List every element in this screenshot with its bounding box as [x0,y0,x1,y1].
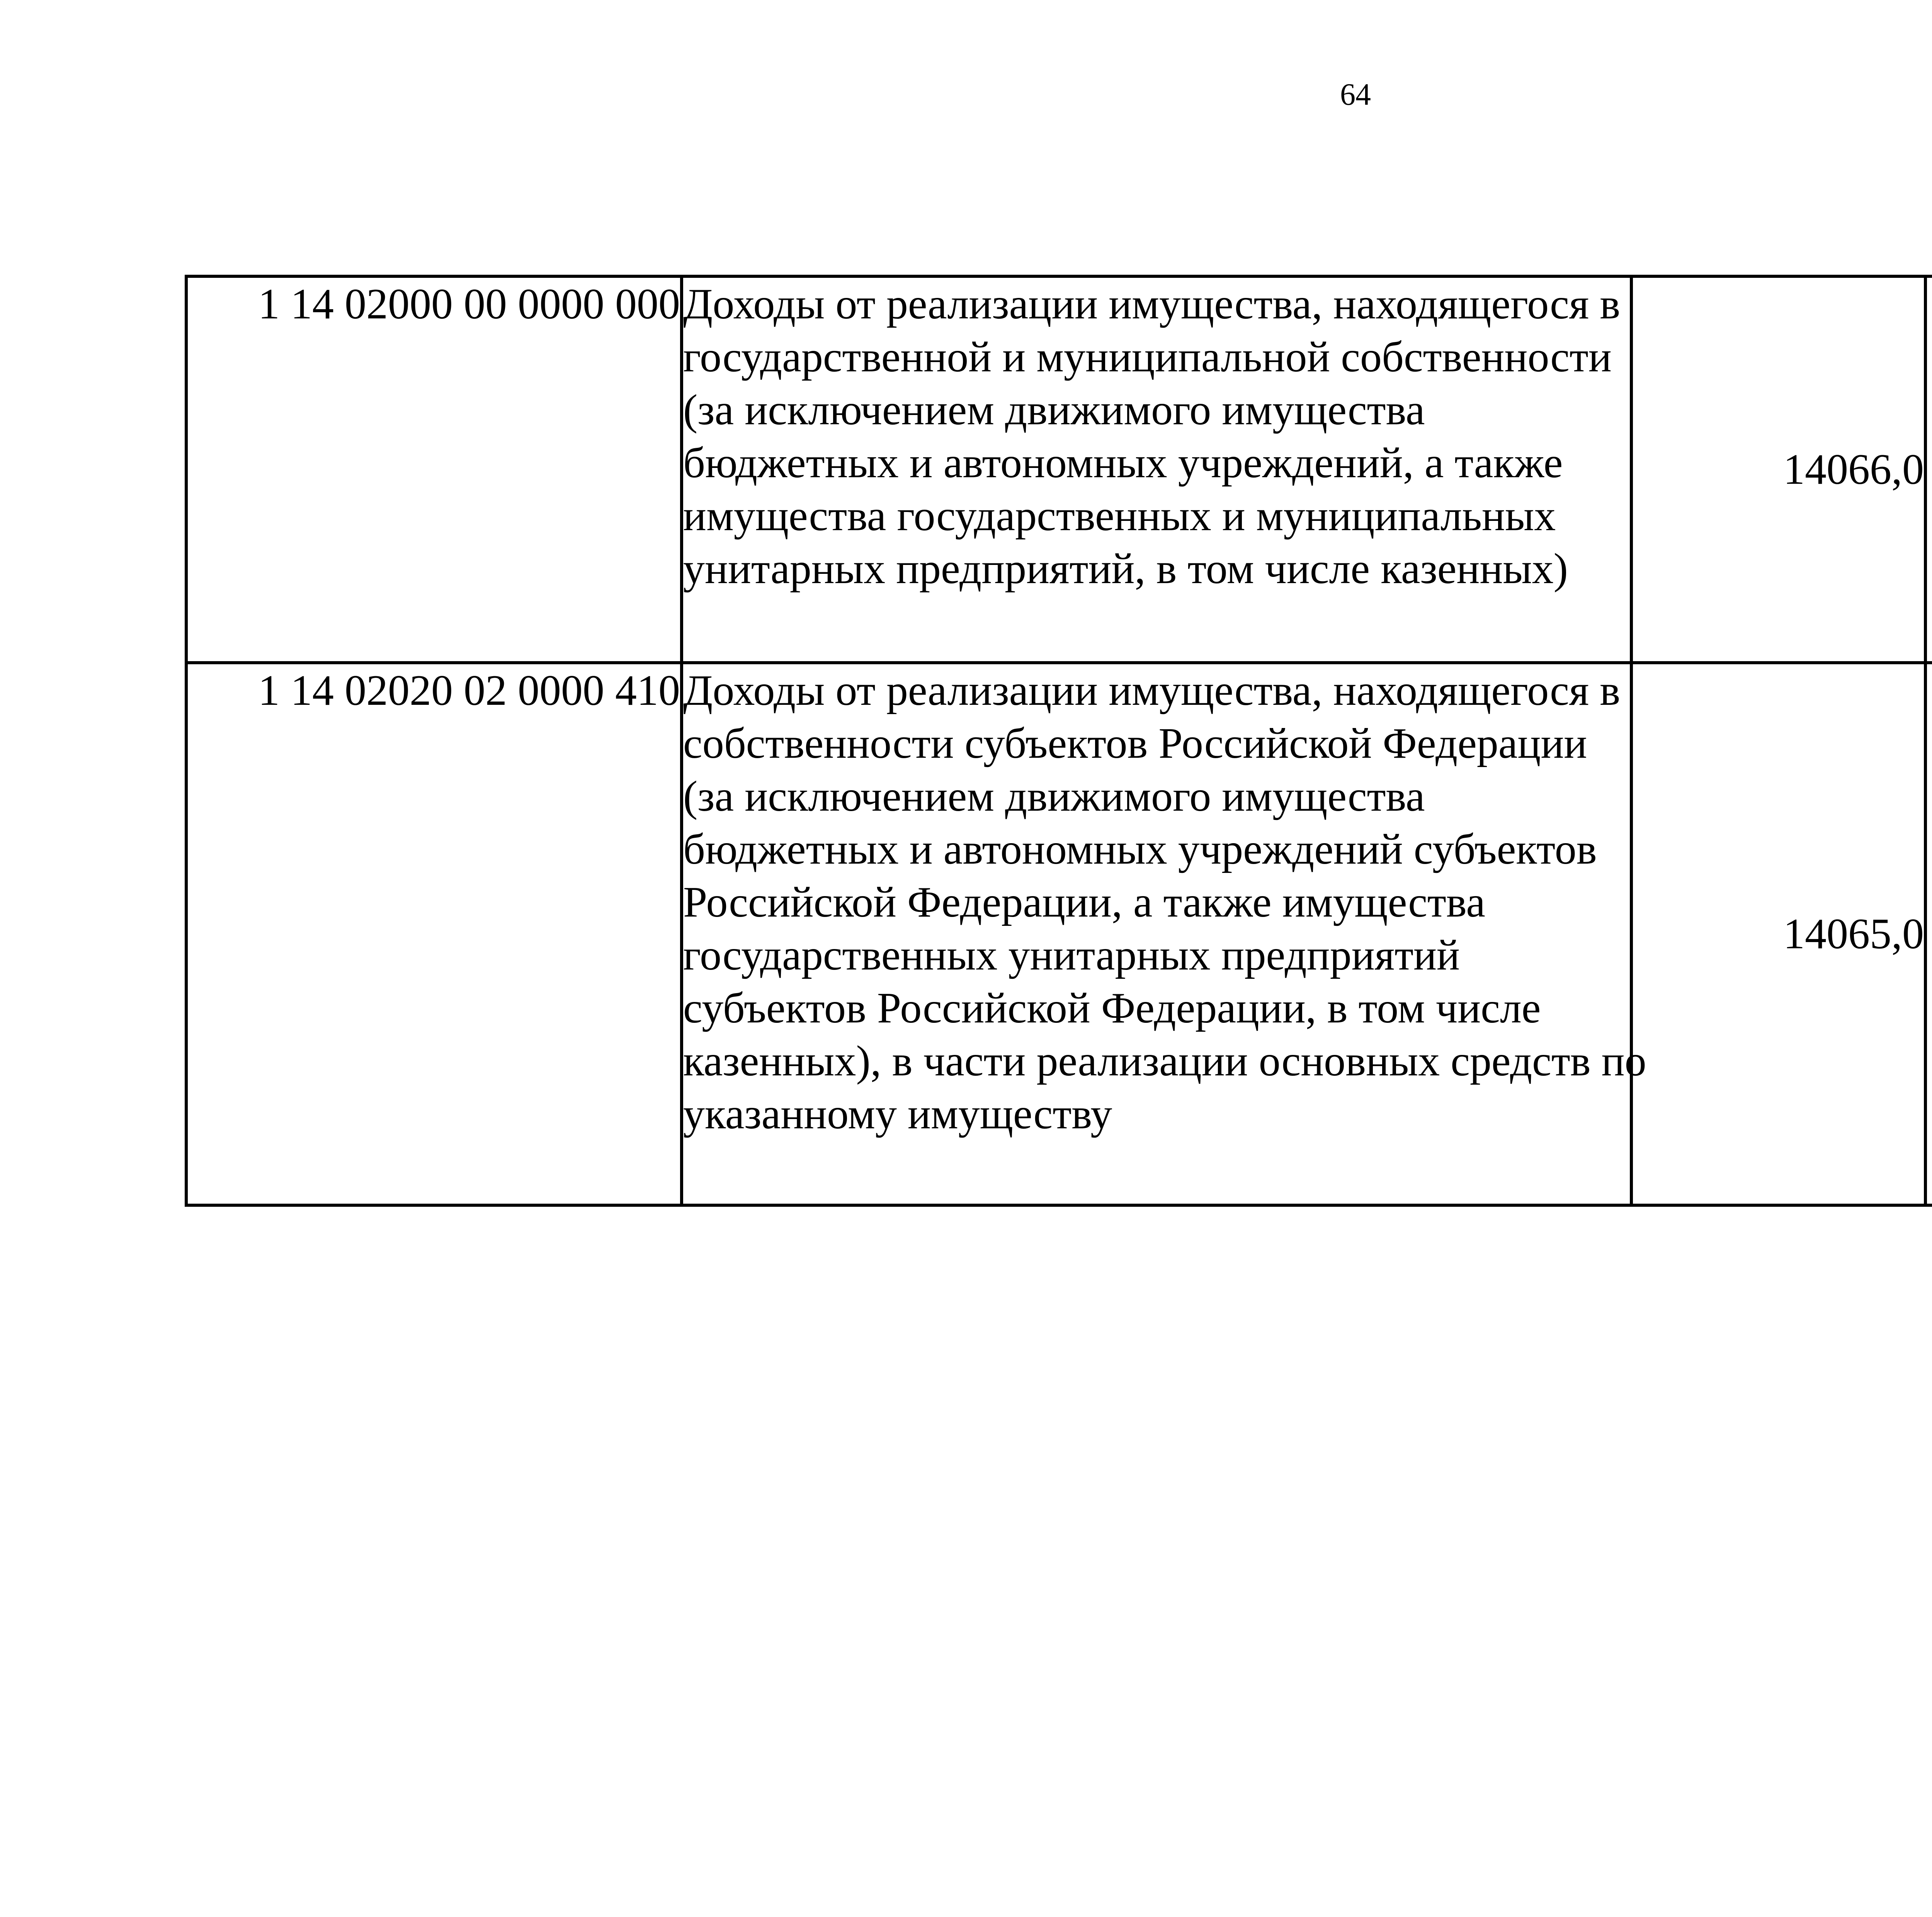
table-row [186,276,1932,663]
revenue-name-line: унитарных предприятий, в том числе казенных) [683,545,1568,593]
table-row [186,663,1932,1205]
amount-cell-1: 14066,0 [1631,276,1925,663]
amount-cell-2 [1925,663,1932,1205]
revenue-name-cell [682,663,1646,1205]
budget-code-cell: 1 14 02020 02 0000 410 [186,663,682,1205]
revenue-name-line: бюджетных и автономных учреждений, а также [683,439,1563,487]
revenue-name-line: (за исключением движимого имущества [683,772,1425,820]
revenue-name-line: имущества государственных и муниципальных [683,492,1556,540]
amount-cell-1: 14065,0 [1631,663,1925,1205]
revenue-name-line: казенных), в части реализации основных средств по [683,1037,1646,1085]
revenue-name-line: Доходы от реализации имущества, находящегося в [683,280,1621,328]
budget-code-cell: 1 14 02000 00 0000 000 [186,276,682,663]
amount-cell-2 [1925,276,1932,663]
revenue-name-line: субъектов Российской Федерации, в том числе [683,984,1541,1032]
revenue-name-line: указанному имуществу [683,1090,1112,1138]
revenue-name-line: (за исключением движимого имущества [683,386,1425,434]
revenue-name-line: государственных унитарных предприятий [683,931,1460,979]
revenue-name-line: бюджетных и автономных учреждений субъектов [683,825,1597,873]
revenue-name-line: государственной и муниципальной собственности [683,333,1612,381]
page-number: 64 [1340,78,1371,112]
revenue-name-line: Доходы от реализации имущества, находящегося в [683,667,1621,714]
revenue-name-line: Российской Федерации, а также имущества [683,878,1485,926]
revenue-name-line: собственности субъектов Российской Федерации [683,720,1587,767]
budget-revenue-table [185,275,1932,1207]
revenue-name-cell [682,276,1631,663]
